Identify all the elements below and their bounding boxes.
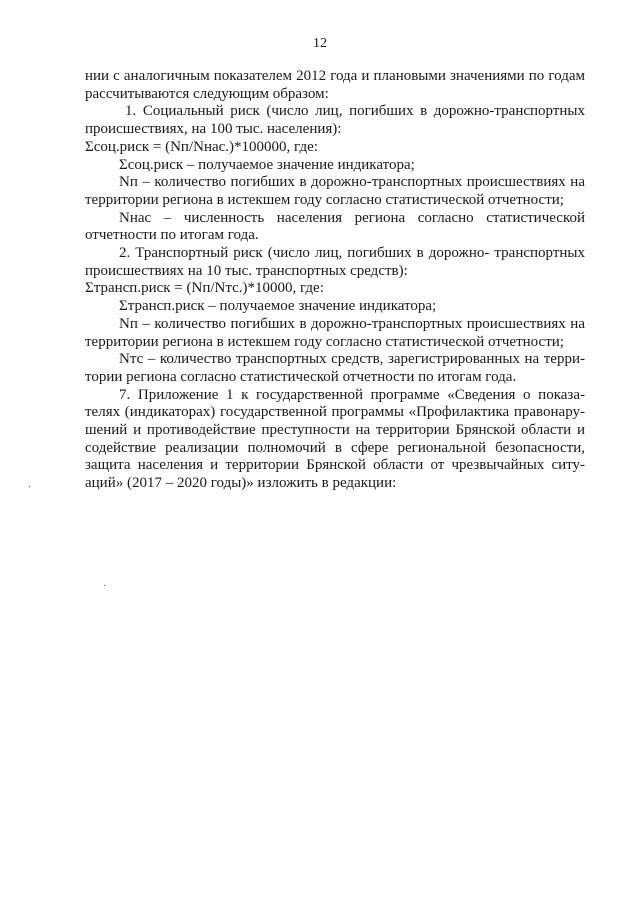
text-line: нии с аналогичным показателем 2012 года и плановыми значениями по годам [85,68,585,84]
text-line: рассчитываются следующим образом: [85,85,329,102]
body-text [85,68,585,493]
definition-line: Nтс – количество транспортных средств, зарегистрированных на терри- [119,351,585,368]
list-item-2-line: 2. Транспортный риск (число лиц, погибших в дорожно- транспортных [119,245,585,262]
list-item-7-line: телях (индикаторах) государственной программы «Профилактика правонару- [85,404,585,421]
definition-line: Σтрансп.риск – получаемое значение индикатора; [119,298,437,315]
list-item-7-line: аций» (2017 – 2020 годы)» изложить в редакции: [85,475,397,492]
scan-speck [104,585,105,586]
formula-transport-risk: Σтрансп.риск = (Nп/Nтс.)*10000, где: [85,280,324,297]
definition-line: тории региона согласно статистической отчетности по итогам года. [85,368,517,385]
list-item-7-line: 7. Приложение 1 к государственной программе «Сведения о показа- [119,386,585,403]
list-item-7-line: шений и противодействие преступности на территории Брянской области и [85,422,585,439]
formula-social-risk: Σсоц.риск = (Nп/Nнас.)*100000, где: [85,138,318,155]
list-item-1-line: 1. Социальный риск (число лиц, погибших в дорожно-транспортных [125,103,585,120]
definition-line: территории региона в истекшем году согласно статистической отчетности; [85,333,564,350]
list-item-1-line: происшествиях, на 100 тыс. населения): [85,121,342,138]
definition-line: Σсоц.риск – получаемое значение индикатора; [119,156,415,173]
definition-line: территории региона в истекшем году согласно статистической отчетности; [85,191,564,208]
definition-line: Nп – количество погибших в дорожно-транспортных происшествиях на [119,174,585,191]
definition-line: Nп – количество погибших в дорожно-транспортных происшествиях на [119,315,585,332]
list-item-7-line: содействие реализации полномочий в сфере региональной безопасности, [85,439,585,456]
definition-line: отчетности по итогам года. [85,227,259,244]
definition-line: Nнас – численность населения региона согласно статистической [119,209,585,226]
scan-speck [29,486,30,487]
page-number: 12 [313,36,327,51]
list-item-7-line: защита населения и территории Брянской области от чрезвычайных ситу- [85,457,585,474]
list-item-2-line: происшествиях на 10 тыс. транспортных средств): [85,262,408,279]
